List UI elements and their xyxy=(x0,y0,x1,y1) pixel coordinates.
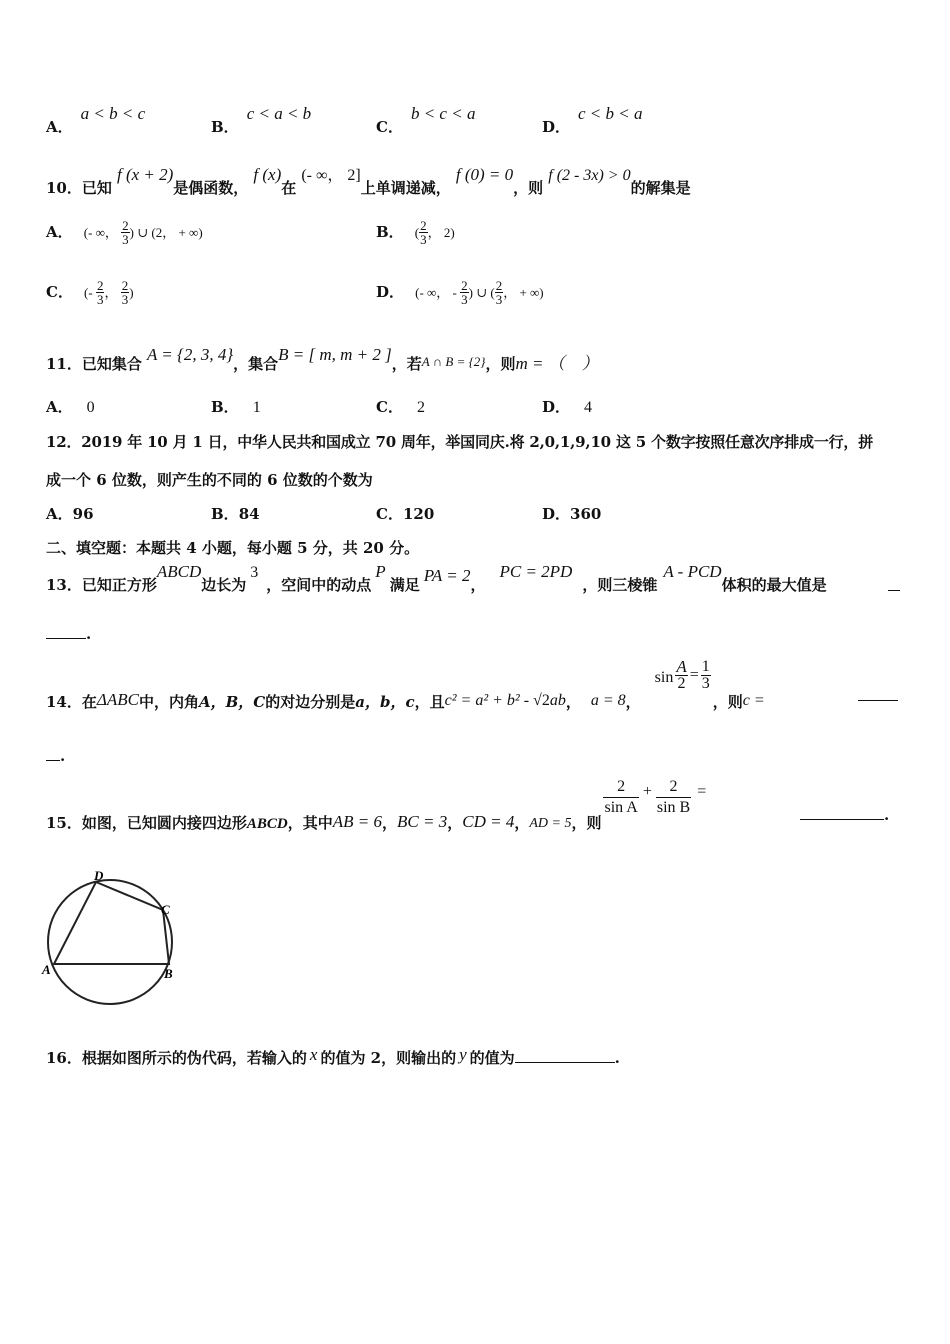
q14-period: . xyxy=(60,747,66,765)
frac-num: 2 xyxy=(122,218,129,233)
q10-expr-f0: f (0) = 0 xyxy=(455,165,514,184)
q15-comma: ， xyxy=(447,814,463,832)
option-expr: (- ∞， - xyxy=(415,285,461,300)
frac-num: A xyxy=(676,657,687,676)
q15-ab: AB = 6 xyxy=(332,812,383,831)
q11-answer-blank: m = （ ） xyxy=(515,354,599,373)
q12-option-d xyxy=(542,503,601,524)
q11-intersection: A ∩ B = {2} xyxy=(421,354,486,369)
q13-text: ，空间中的动点 xyxy=(266,576,372,594)
q15-number: 15．如图，已知圆内接四边形 xyxy=(46,814,247,832)
label-a: A xyxy=(42,962,51,977)
q13-answer-blank-end xyxy=(888,578,900,591)
fraction xyxy=(121,219,130,246)
frac-num: 2 xyxy=(96,278,104,293)
q10-text: 上单调递减， xyxy=(360,179,451,197)
option-expr: ， + ∞) xyxy=(503,285,544,300)
q14-text: ， xyxy=(565,692,581,711)
q14-text: ，且 xyxy=(414,692,445,711)
q16-text: 的值为 2，则输出的 xyxy=(320,1049,457,1067)
q15-answer-blank xyxy=(800,805,889,824)
option-letter: A． xyxy=(46,505,73,523)
option-expr: c < b < a xyxy=(578,104,643,123)
q13-point-p: P xyxy=(375,562,386,581)
label-d: D xyxy=(94,868,104,883)
q10-number: 10．已知 xyxy=(46,179,112,197)
option-value: 4 xyxy=(584,399,593,416)
q14-sqrt2: √2 xyxy=(533,691,550,709)
option-letter: B． xyxy=(376,223,404,241)
option-letter: C． xyxy=(376,118,403,136)
frac-den: 3 xyxy=(96,292,104,307)
option-expr: ( xyxy=(414,225,420,240)
q15-plus: + xyxy=(642,783,652,800)
circumcircle xyxy=(48,880,172,1004)
q12-option-a xyxy=(46,503,94,524)
q16-number: 16．根据如图所示的伪代码，若输入的 xyxy=(46,1049,307,1067)
q15-cd: CD = 4 xyxy=(462,812,515,831)
q10-option-c xyxy=(46,279,134,306)
option-expr: ， xyxy=(104,285,121,300)
question-16 xyxy=(46,1044,620,1065)
q14-triangle: ΔABC xyxy=(96,689,139,709)
q13-text: 体积的最大值是 xyxy=(721,576,827,594)
q10-interval: (- ∞， 2] xyxy=(301,167,361,184)
q13-text: 边长为 xyxy=(201,576,247,594)
q14-equals: = xyxy=(689,666,699,684)
answer-blank xyxy=(46,748,60,761)
q11-text: ，则 xyxy=(485,355,516,373)
q10-expr-inequality: f (2 - 3x) > 0 xyxy=(548,167,631,184)
frac-num: 2 xyxy=(420,218,427,233)
q9-option-b xyxy=(211,103,312,136)
option-expr: ) xyxy=(129,285,134,300)
label-c: C xyxy=(161,902,170,917)
q13-square: ABCD xyxy=(156,562,202,581)
option-letter: D． xyxy=(542,398,571,416)
option-expr: b < c < a xyxy=(410,104,476,123)
q10-option-b xyxy=(376,219,455,246)
q16-text: 的值为 xyxy=(469,1049,515,1067)
frac-den: 3 xyxy=(461,292,468,307)
q13-pc: PC = 2PD xyxy=(499,562,573,581)
option-letter: C． xyxy=(46,283,73,301)
frac-num: 2 xyxy=(656,779,691,798)
q16-period: . xyxy=(614,1049,620,1067)
q14-ab: ab xyxy=(549,691,566,709)
frac-den: 3 xyxy=(701,674,710,692)
q11-option-b xyxy=(211,396,261,417)
q11-option-c xyxy=(376,396,425,417)
q14-answer-blank xyxy=(46,746,65,765)
q10-text: 在 xyxy=(281,179,297,197)
fraction xyxy=(603,779,638,816)
option-letter: D． xyxy=(542,505,571,523)
option-letter: C． xyxy=(376,398,403,416)
question-14 xyxy=(46,657,765,711)
q13-text: ， xyxy=(470,576,486,594)
frac-den: 3 xyxy=(122,232,129,247)
q15-equals: = xyxy=(697,783,707,800)
q11-option-d xyxy=(542,396,592,417)
answer-blank xyxy=(800,807,884,820)
q14-c-equals: c = xyxy=(742,691,765,709)
q13-pyramid: A - PCD xyxy=(663,562,722,581)
q11-text: ，若 xyxy=(391,355,422,373)
frac-den: 2 xyxy=(677,675,686,692)
answer-blank xyxy=(46,626,86,639)
option-expr: (- ∞， xyxy=(83,225,122,240)
frac-num: 2 xyxy=(603,779,638,798)
q16-y: y xyxy=(459,1045,467,1064)
option-letter: A． xyxy=(46,223,73,241)
q14-angles: A，B，C xyxy=(198,692,266,711)
fraction xyxy=(121,279,130,306)
fraction xyxy=(701,659,711,692)
frac-den: 3 xyxy=(495,292,503,307)
q13-pa: PA = 2 xyxy=(423,566,471,585)
q13-text: 满足 xyxy=(389,576,420,594)
option-expr: (- xyxy=(84,285,96,300)
q15-period: . xyxy=(884,806,890,824)
option-letter: C． xyxy=(376,505,403,523)
q15-comma: ， xyxy=(382,814,398,832)
frac-num: 2 xyxy=(461,278,468,293)
q12-option-c xyxy=(376,503,434,524)
q14-sin: sin xyxy=(654,668,674,686)
option-expr: c < a < b xyxy=(246,104,312,123)
q11-text: ，集合 xyxy=(233,355,279,373)
q13-answer-blank xyxy=(46,624,91,643)
q15-bc: BC = 3 xyxy=(397,812,448,831)
section-heading: 二、填空题：本题共 4 小题，每小题 5 分，共 20 分。 xyxy=(46,539,420,557)
question-10 xyxy=(46,162,691,197)
cyclic-quadrilateral-figure xyxy=(40,862,190,1012)
question-13 xyxy=(46,561,827,594)
fraction xyxy=(495,279,504,306)
option-value: 2 xyxy=(416,399,425,416)
option-letter: D． xyxy=(542,118,571,136)
q13-number: 13．已知正方形 xyxy=(46,576,157,594)
frac-den: 3 xyxy=(121,292,129,307)
frac-den: sin A xyxy=(604,799,638,816)
q11-number: 11．已知集合 xyxy=(46,355,142,373)
q14-text: 的对边分别是 xyxy=(265,692,356,711)
option-letter: A． xyxy=(46,398,73,416)
q14-equation: c² = a² + b² - xyxy=(444,691,534,709)
q10-option-d xyxy=(376,279,544,306)
q16-x: x xyxy=(309,1045,318,1064)
q9-option-c xyxy=(376,103,476,136)
option-expr: ， 2) xyxy=(427,225,455,240)
option-expr: a < b < c xyxy=(80,104,146,123)
q13-side: 3 xyxy=(250,564,259,581)
q10-expr-f-x: f (x) xyxy=(253,165,282,184)
q11-set-b: B = [ m, m + 2 ] xyxy=(278,345,392,364)
option-letter: B． xyxy=(211,398,239,416)
frac-num: 2 xyxy=(495,278,503,293)
question-11 xyxy=(46,340,599,373)
q11-option-a xyxy=(46,396,95,417)
answer-blank xyxy=(515,1050,615,1063)
fraction xyxy=(675,658,687,692)
q9-option-a xyxy=(46,103,146,136)
q13-period: . xyxy=(86,625,92,643)
frac-num: 1 xyxy=(701,657,710,675)
q13-text: ，则三棱锥 xyxy=(582,576,658,594)
q11-set-a: A = {2, 3, 4} xyxy=(146,345,234,364)
option-letter: D． xyxy=(376,283,405,301)
q9-option-d xyxy=(542,103,643,136)
q14-text: 中，内角 xyxy=(138,692,199,711)
q10-option-a xyxy=(46,219,203,246)
q14-number: 14．在 xyxy=(46,692,97,711)
q12-option-b xyxy=(211,503,260,524)
frac-den: sin B xyxy=(656,799,691,816)
option-expr: ) ∪ ( xyxy=(468,285,495,300)
frac-den: 3 xyxy=(420,232,427,247)
q14-sides: a，b，c xyxy=(355,692,415,711)
q14-text: ， xyxy=(625,692,641,711)
option-value: 1 xyxy=(252,399,261,416)
q15-text: ，其中 xyxy=(287,814,333,832)
q12-line-2: 成一个 6 位数，则产生的不同的 6 位数的个数为 xyxy=(46,471,373,489)
option-value: 120 xyxy=(402,505,435,523)
q10-text: 的解集是 xyxy=(630,179,691,197)
q10-text: 是偶函数， xyxy=(173,179,249,197)
q12-line-1: 12．2019 年 10 月 1 日，中华人民共和国成立 70 周年，举国同庆.将 2,0,1,9,10 这 5 个数字按照任意次序排成一行，拼 xyxy=(46,433,874,451)
label-b: B xyxy=(164,966,173,981)
option-letter: B． xyxy=(211,505,239,523)
fraction xyxy=(460,279,469,306)
fraction xyxy=(656,779,691,816)
q10-text: ，则 xyxy=(513,179,544,197)
option-letter: B． xyxy=(211,118,239,136)
q14-answer-blank-end xyxy=(858,688,898,701)
option-value: 96 xyxy=(72,505,94,523)
option-value: 360 xyxy=(570,505,602,523)
option-value: 84 xyxy=(238,505,260,523)
option-expr: ) ∪ (2， + ∞) xyxy=(129,225,203,240)
q14-a-value: a = 8 xyxy=(590,691,626,709)
q10-expr-f-x-plus-2: f (x + 2) xyxy=(116,165,174,184)
option-letter: A． xyxy=(46,118,73,136)
fraction xyxy=(419,219,428,246)
q15-text: ，则 xyxy=(571,814,602,832)
q15-ad: AD = 5 xyxy=(529,816,572,831)
option-value: 0 xyxy=(86,399,95,416)
frac-num: 2 xyxy=(121,278,129,293)
question-15 xyxy=(46,778,707,832)
q15-comma: ， xyxy=(514,814,530,832)
q15-quad: ABCD xyxy=(246,816,288,832)
q14-text: ，则 xyxy=(712,692,743,711)
